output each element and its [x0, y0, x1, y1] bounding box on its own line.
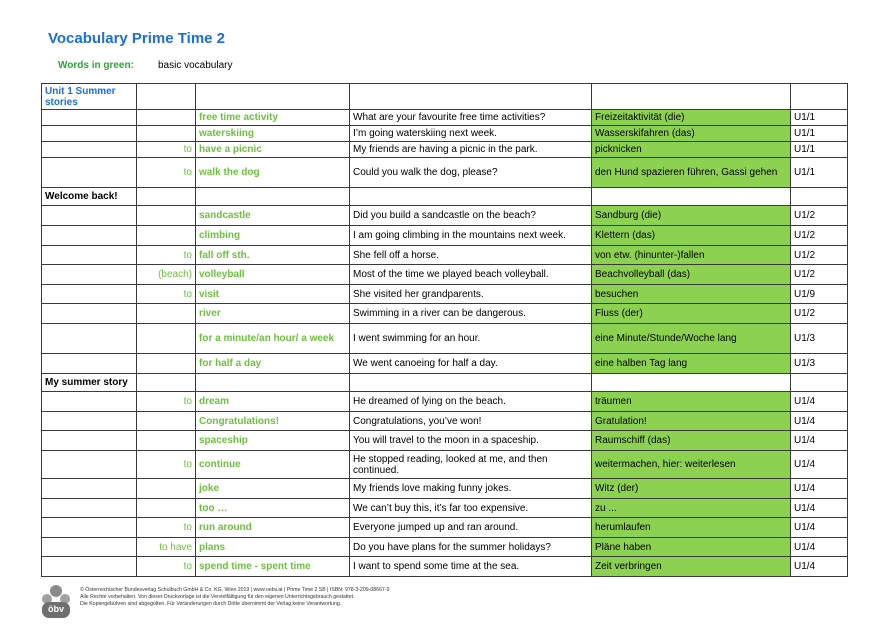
example-sentence: I am going climbing in the mountains next week. — [350, 226, 592, 246]
vocab-word: plans — [196, 538, 350, 557]
unit-reference: U1/9 — [791, 285, 848, 304]
example-sentence: What are your favourite free time activities? — [350, 110, 592, 126]
word-prefix — [137, 126, 196, 142]
empty-cell — [42, 451, 137, 479]
translation: träumen — [592, 392, 791, 412]
empty-cell — [42, 142, 137, 158]
empty-cell — [592, 84, 791, 110]
vocab-word: dream — [196, 392, 350, 412]
vocab-word: spend time - spent time — [196, 557, 350, 577]
word-prefix: to have — [137, 538, 196, 557]
table-row — [42, 479, 848, 499]
translation: Freizeitaktivität (die) — [592, 110, 791, 126]
footer-fees: Die Kopiergebühren sind abgegolten. Für Veränderungen durch Dritte übernimmt der Verlag keine Verantwortung. — [80, 601, 342, 607]
vocabulary-table — [41, 83, 848, 577]
example-sentence: She visited her grandparents. — [350, 285, 592, 304]
empty-cell — [42, 518, 137, 538]
empty-cell — [791, 188, 848, 206]
example-sentence: We can’t buy this, it’s far too expensive. — [350, 499, 592, 518]
empty-cell — [42, 354, 137, 374]
translation: besuchen — [592, 285, 791, 304]
vocab-word: sandcastle — [196, 206, 350, 226]
table-row — [42, 324, 848, 354]
empty-cell — [196, 374, 350, 392]
vocab-word: have a picnic — [196, 142, 350, 158]
table-row — [42, 392, 848, 412]
table-row — [42, 226, 848, 246]
empty-cell — [42, 324, 137, 354]
unit-reference: U1/4 — [791, 451, 848, 479]
vocab-word: climbing — [196, 226, 350, 246]
legend-label: Words in green: — [58, 60, 134, 71]
example-sentence: Did you build a sandcastle on the beach? — [350, 206, 592, 226]
empty-cell — [137, 188, 196, 206]
empty-cell — [42, 226, 137, 246]
table-row — [42, 354, 848, 374]
empty-cell — [791, 84, 848, 110]
table-row — [42, 412, 848, 431]
empty-cell — [42, 265, 137, 285]
unit-reference: U1/2 — [791, 226, 848, 246]
word-prefix — [137, 499, 196, 518]
word-prefix — [137, 431, 196, 451]
table-row — [42, 451, 848, 479]
translation: Wasserskifahren (das) — [592, 126, 791, 142]
empty-cell — [42, 557, 137, 577]
unit-reference: U1/4 — [791, 557, 848, 577]
unit-reference: U1/1 — [791, 110, 848, 126]
example-sentence: He stopped reading, looked at me, and then continued. — [350, 451, 592, 479]
vocab-word: too … — [196, 499, 350, 518]
unit-reference: U1/4 — [791, 479, 848, 499]
section-title: Unit 1 Summer stories — [42, 84, 137, 110]
word-prefix: to — [137, 557, 196, 577]
example-sentence: Swimming in a river can be dangerous. — [350, 304, 592, 324]
empty-cell — [42, 110, 137, 126]
vocab-word: fall off sth. — [196, 246, 350, 265]
word-prefix: to — [137, 285, 196, 304]
translation: eine Minute/Stunde/Woche lang — [592, 324, 791, 354]
vocab-word: for a minute/an hour/ a week — [196, 324, 350, 354]
section-title: My summer story — [42, 374, 137, 392]
unit-reference: U1/4 — [791, 499, 848, 518]
table-row — [42, 142, 848, 158]
unit-reference: U1/1 — [791, 126, 848, 142]
word-prefix: to — [137, 142, 196, 158]
table-row — [42, 246, 848, 265]
page-title: Vocabulary Prime Time 2 — [48, 30, 226, 47]
word-prefix: to — [137, 158, 196, 188]
translation: zu ... — [592, 499, 791, 518]
legend-text: basic vocabulary — [158, 60, 233, 71]
footer-copyright: © Österreichischer Bundesverlag Schulbuch GmbH & Co. KG, Wien 2019 | www.oebv.at | Prime Time 2 SB | ISBN: 978-3-209-08667-9 — [80, 587, 390, 593]
unit-reference: U1/2 — [791, 304, 848, 324]
table-row — [42, 304, 848, 324]
example-sentence: She fell off a horse. — [350, 246, 592, 265]
translation: picknicken — [592, 142, 791, 158]
section-row — [42, 188, 848, 206]
table-row — [42, 110, 848, 126]
translation: Zeit verbringen — [592, 557, 791, 577]
word-prefix: (beach) — [137, 265, 196, 285]
word-prefix — [137, 110, 196, 126]
translation: eine halben Tag lang — [592, 354, 791, 374]
translation: Fluss (der) — [592, 304, 791, 324]
translation: Raumschiff (das) — [592, 431, 791, 451]
example-sentence: My friends are having a picnic in the park. — [350, 142, 592, 158]
example-sentence: Could you walk the dog, please? — [350, 158, 592, 188]
table-row — [42, 206, 848, 226]
unit-reference: U1/3 — [791, 354, 848, 374]
empty-cell — [42, 538, 137, 557]
vocab-word: free time activity — [196, 110, 350, 126]
empty-cell — [196, 188, 350, 206]
example-sentence: I went swimming for an hour. — [350, 324, 592, 354]
empty-cell — [42, 431, 137, 451]
table-row — [42, 158, 848, 188]
vocab-word: joke — [196, 479, 350, 499]
translation: von etw. (hinunter-)fallen — [592, 246, 791, 265]
section-row — [42, 374, 848, 392]
empty-cell — [42, 126, 137, 142]
logo-text: öbv — [47, 604, 64, 614]
empty-cell — [791, 374, 848, 392]
vocab-word: walk the dog — [196, 158, 350, 188]
unit-reference: U1/2 — [791, 206, 848, 226]
publisher-logo — [40, 584, 72, 620]
unit-reference: U1/1 — [791, 158, 848, 188]
table-row — [42, 557, 848, 577]
word-prefix — [137, 226, 196, 246]
footer — [40, 584, 389, 620]
unit-reference: U1/2 — [791, 246, 848, 265]
table-row — [42, 285, 848, 304]
table-row — [42, 431, 848, 451]
table-row — [42, 265, 848, 285]
vocab-word: Congratulations! — [196, 412, 350, 431]
translation: den Hund spazieren führen, Gassi gehen — [592, 158, 791, 188]
empty-cell — [42, 304, 137, 324]
section-title: Welcome back! — [42, 188, 137, 206]
empty-cell — [196, 84, 350, 110]
empty-cell — [350, 84, 592, 110]
unit-reference: U1/2 — [791, 265, 848, 285]
empty-cell — [42, 412, 137, 431]
word-prefix — [137, 304, 196, 324]
example-sentence: Congratulations, you’ve won! — [350, 412, 592, 431]
empty-cell — [42, 392, 137, 412]
empty-cell — [350, 188, 592, 206]
vocab-word: visit — [196, 285, 350, 304]
vocab-word: continue — [196, 451, 350, 479]
word-prefix — [137, 324, 196, 354]
translation: Sandburg (die) — [592, 206, 791, 226]
unit-reference: U1/4 — [791, 538, 848, 557]
example-sentence: Most of the time we played beach volleyball. — [350, 265, 592, 285]
empty-cell — [137, 84, 196, 110]
empty-cell — [592, 374, 791, 392]
example-sentence: My friends love making funny jokes. — [350, 479, 592, 499]
table-row — [42, 126, 848, 142]
vocab-word: for half a day — [196, 354, 350, 374]
word-prefix: to — [137, 451, 196, 479]
example-sentence: Do you have plans for the summer holidays? — [350, 538, 592, 557]
word-prefix: to — [137, 392, 196, 412]
table-row — [42, 538, 848, 557]
example-sentence: Everyone jumped up and ran around. — [350, 518, 592, 538]
translation: Beachvolleyball (das) — [592, 265, 791, 285]
table-row — [42, 518, 848, 538]
empty-cell — [137, 374, 196, 392]
section-row — [42, 84, 848, 110]
translation: herumlaufen — [592, 518, 791, 538]
word-prefix — [137, 412, 196, 431]
example-sentence: I want to spend some time at the sea. — [350, 557, 592, 577]
word-prefix — [137, 354, 196, 374]
unit-reference: U1/4 — [791, 392, 848, 412]
empty-cell — [42, 499, 137, 518]
empty-cell — [592, 188, 791, 206]
example-sentence: He dreamed of lying on the beach. — [350, 392, 592, 412]
empty-cell — [42, 158, 137, 188]
example-sentence: You will travel to the moon in a spaceship. — [350, 431, 592, 451]
word-prefix: to — [137, 246, 196, 265]
empty-cell — [42, 246, 137, 265]
translation: Klettern (das) — [592, 226, 791, 246]
unit-reference: U1/1 — [791, 142, 848, 158]
unit-reference: U1/4 — [791, 412, 848, 431]
vocab-word: run around — [196, 518, 350, 538]
vocab-word: volleyball — [196, 265, 350, 285]
word-prefix — [137, 479, 196, 499]
vocab-word: spaceship — [196, 431, 350, 451]
empty-cell — [42, 285, 137, 304]
unit-reference: U1/3 — [791, 324, 848, 354]
translation: weitermachen, hier: weiterlesen — [592, 451, 791, 479]
empty-cell — [350, 374, 592, 392]
legend — [58, 60, 232, 71]
footer-rights: Alle Rechte vorbehalten. Von dieser Druckvorlage ist die Vervielfältigung für den eigenen Unterrichtsgebrauch gestattet. — [80, 594, 355, 600]
example-sentence: I’m going waterskiing next week. — [350, 126, 592, 142]
translation: Witz (der) — [592, 479, 791, 499]
translation: Gratulation! — [592, 412, 791, 431]
empty-cell — [42, 206, 137, 226]
translation: Pläne haben — [592, 538, 791, 557]
example-sentence: We went canoeing for half a day. — [350, 354, 592, 374]
unit-reference: U1/4 — [791, 518, 848, 538]
word-prefix: to — [137, 518, 196, 538]
empty-cell — [42, 479, 137, 499]
word-prefix — [137, 206, 196, 226]
unit-reference: U1/4 — [791, 431, 848, 451]
vocab-word: waterskiing — [196, 126, 350, 142]
table-row — [42, 499, 848, 518]
vocab-word: river — [196, 304, 350, 324]
